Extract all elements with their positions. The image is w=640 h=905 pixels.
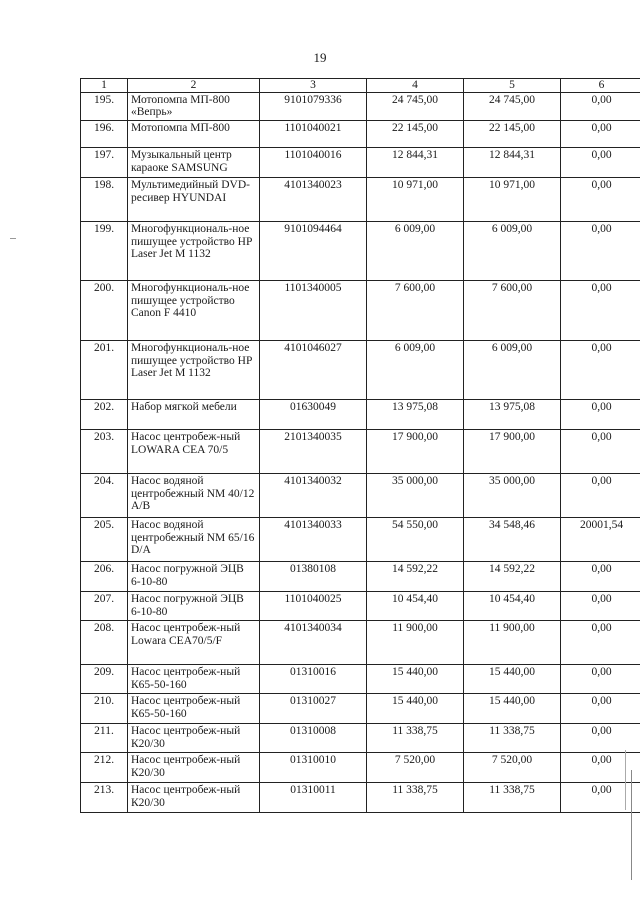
table-row <box>81 752 640 782</box>
inventory-code: 01310011 <box>260 782 367 812</box>
value-col-5: 6 009,00 <box>464 221 561 280</box>
row-number: 206. <box>81 561 128 591</box>
table-row <box>81 147 640 177</box>
column-header-4: 4 <box>367 79 464 93</box>
inventory-code: 9101094464 <box>260 221 367 280</box>
value-col-6: 0,00 <box>561 591 640 620</box>
inventory-code: 1101340005 <box>260 280 367 340</box>
row-number: 203. <box>81 429 128 473</box>
column-header-2: 2 <box>128 79 260 93</box>
value-col-4: 14 592,22 <box>367 561 464 591</box>
table-row <box>81 473 640 517</box>
value-col-6: 0,00 <box>561 752 640 782</box>
value-col-5: 15 440,00 <box>464 693 561 723</box>
table-row <box>81 782 640 812</box>
value-col-4: 10 454,40 <box>367 591 464 620</box>
value-col-5: 35 000,00 <box>464 473 561 517</box>
row-number: 199. <box>81 221 128 280</box>
value-col-4: 35 000,00 <box>367 473 464 517</box>
value-col-6: 0,00 <box>561 723 640 752</box>
page-number: 19 <box>313 50 327 65</box>
item-name: Мотопомпа МП-800 «Вепрь» <box>128 92 260 120</box>
item-name: Многофункциональ-ное пишущее устройство HP Laser Jet M 1132 <box>128 340 260 399</box>
table-row <box>81 340 640 399</box>
row-number: 196. <box>81 120 128 147</box>
row-number: 209. <box>81 664 128 693</box>
table-row <box>81 561 640 591</box>
inventory-code: 9101079336 <box>260 92 367 120</box>
row-number: 210. <box>81 693 128 723</box>
item-name: Насос водяной центробежный NM 40/12 A/B <box>128 473 260 517</box>
column-header-1: 1 <box>81 79 128 93</box>
value-col-5: 7 520,00 <box>464 752 561 782</box>
value-col-6: 0,00 <box>561 429 640 473</box>
item-name: Мультимедийный DVD-ресивер HYUNDAI <box>128 177 260 221</box>
table-row <box>81 92 640 120</box>
value-col-6: 0,00 <box>561 693 640 723</box>
table-row <box>81 517 640 561</box>
value-col-4: 11 900,00 <box>367 620 464 664</box>
value-col-4: 7 600,00 <box>367 280 464 340</box>
value-col-5: 11 900,00 <box>464 620 561 664</box>
value-col-4: 11 338,75 <box>367 723 464 752</box>
value-col-6: 0,00 <box>561 147 640 177</box>
value-col-5: 22 145,00 <box>464 120 561 147</box>
value-col-5: 13 975,08 <box>464 399 561 429</box>
value-col-6: 0,00 <box>561 782 640 812</box>
table-row <box>81 620 640 664</box>
table-row <box>81 221 640 280</box>
table-row <box>81 693 640 723</box>
value-col-5: 10 971,00 <box>464 177 561 221</box>
item-name: Музыкальный центр караоке SAMSUNG <box>128 147 260 177</box>
table-row <box>81 664 640 693</box>
row-number: 202. <box>81 399 128 429</box>
item-name: Мотопомпа МП-800 <box>128 120 260 147</box>
table-row <box>81 591 640 620</box>
value-col-4: 6 009,00 <box>367 221 464 280</box>
value-col-5: 24 745,00 <box>464 92 561 120</box>
item-name: Набор мягкой мебели <box>128 399 260 429</box>
inventory-code: 01310010 <box>260 752 367 782</box>
row-number: 195. <box>81 92 128 120</box>
value-col-5: 17 900,00 <box>464 429 561 473</box>
value-col-6: 0,00 <box>561 561 640 591</box>
row-number: 213. <box>81 782 128 812</box>
inventory-code: 01310008 <box>260 723 367 752</box>
item-name: Насос центробеж-ный LOWARA CEA 70/5 <box>128 429 260 473</box>
row-number: 208. <box>81 620 128 664</box>
value-col-6: 0,00 <box>561 399 640 429</box>
value-col-6: 0,00 <box>561 620 640 664</box>
inventory-code: 1101040025 <box>260 591 367 620</box>
row-number: 211. <box>81 723 128 752</box>
value-col-4: 15 440,00 <box>367 664 464 693</box>
inventory-code: 1101040021 <box>260 120 367 147</box>
item-name: Насос центробеж-ный К65-50-160 <box>128 664 260 693</box>
inventory-code: 1101040016 <box>260 147 367 177</box>
row-number: 204. <box>81 473 128 517</box>
value-col-6: 0,00 <box>561 177 640 221</box>
row-number: 205. <box>81 517 128 561</box>
value-col-4: 13 975,08 <box>367 399 464 429</box>
value-col-5: 15 440,00 <box>464 664 561 693</box>
table-body <box>81 92 640 812</box>
table-header-row <box>81 79 640 93</box>
row-number: 200. <box>81 280 128 340</box>
item-name: Насос погружной ЭЦВ 6-10-80 <box>128 591 260 620</box>
item-name: Насос центробеж-ный К20/30 <box>128 723 260 752</box>
table-row <box>81 280 640 340</box>
row-number: 198. <box>81 177 128 221</box>
value-col-6: 20001,54 <box>561 517 640 561</box>
row-number: 207. <box>81 591 128 620</box>
value-col-5: 11 338,75 <box>464 723 561 752</box>
item-name: Насос центробеж-ный К20/30 <box>128 752 260 782</box>
table-row <box>81 177 640 221</box>
inventory-code: 01380108 <box>260 561 367 591</box>
value-col-4: 12 844,31 <box>367 147 464 177</box>
value-col-4: 10 971,00 <box>367 177 464 221</box>
table-row <box>81 723 640 752</box>
item-name: Насос центробеж-ный Lowara CEA70/5/F <box>128 620 260 664</box>
table-row <box>81 120 640 147</box>
item-name: Насос центробеж-ный К65-50-160 <box>128 693 260 723</box>
column-header-3: 3 <box>260 79 367 93</box>
item-name: Многофункциональ-ное пишущее устройство HP Laser Jet M 1132 <box>128 221 260 280</box>
item-name: Многофункциональ-ное пишущее устройство Canon F 4410 <box>128 280 260 340</box>
scan-edge-mark <box>631 770 632 880</box>
value-col-4: 11 338,75 <box>367 782 464 812</box>
value-col-5: 11 338,75 <box>464 782 561 812</box>
value-col-4: 24 745,00 <box>367 92 464 120</box>
item-name: Насос погружной ЭЦВ 6-10-80 <box>128 561 260 591</box>
item-name: Насос водяной центробежный NM 65/16 D/A <box>128 517 260 561</box>
value-col-4: 7 520,00 <box>367 752 464 782</box>
value-col-4: 54 550,00 <box>367 517 464 561</box>
value-col-4: 22 145,00 <box>367 120 464 147</box>
value-col-6: 0,00 <box>561 120 640 147</box>
value-col-6: 0,00 <box>561 280 640 340</box>
value-col-6: 0,00 <box>561 221 640 280</box>
inventory-code: 01310016 <box>260 664 367 693</box>
inventory-code: 01630049 <box>260 399 367 429</box>
value-col-4: 15 440,00 <box>367 693 464 723</box>
value-col-5: 6 009,00 <box>464 340 561 399</box>
value-col-4: 17 900,00 <box>367 429 464 473</box>
inventory-code: 2101340035 <box>260 429 367 473</box>
value-col-5: 7 600,00 <box>464 280 561 340</box>
table-row <box>81 399 640 429</box>
table-row <box>81 429 640 473</box>
value-col-6: 0,00 <box>561 340 640 399</box>
value-col-6: 0,00 <box>561 92 640 120</box>
value-col-5: 14 592,22 <box>464 561 561 591</box>
inventory-code: 4101340023 <box>260 177 367 221</box>
item-name: Насос центробеж-ный К20/30 <box>128 782 260 812</box>
value-col-6: 0,00 <box>561 664 640 693</box>
scan-margin-tick <box>10 238 16 239</box>
inventory-code: 4101340032 <box>260 473 367 517</box>
value-col-5: 34 548,46 <box>464 517 561 561</box>
value-col-5: 10 454,40 <box>464 591 561 620</box>
value-col-6: 0,00 <box>561 473 640 517</box>
inventory-table <box>80 78 640 813</box>
inventory-code: 4101340033 <box>260 517 367 561</box>
row-number: 197. <box>81 147 128 177</box>
row-number: 212. <box>81 752 128 782</box>
value-col-4: 6 009,00 <box>367 340 464 399</box>
row-number: 201. <box>81 340 128 399</box>
column-header-5: 5 <box>464 79 561 93</box>
inventory-code: 4101340034 <box>260 620 367 664</box>
inventory-code: 4101046027 <box>260 340 367 399</box>
scan-edge-mark-secondary <box>625 750 626 810</box>
inventory-code: 01310027 <box>260 693 367 723</box>
value-col-5: 12 844,31 <box>464 147 561 177</box>
column-header-6: 6 <box>561 79 640 93</box>
